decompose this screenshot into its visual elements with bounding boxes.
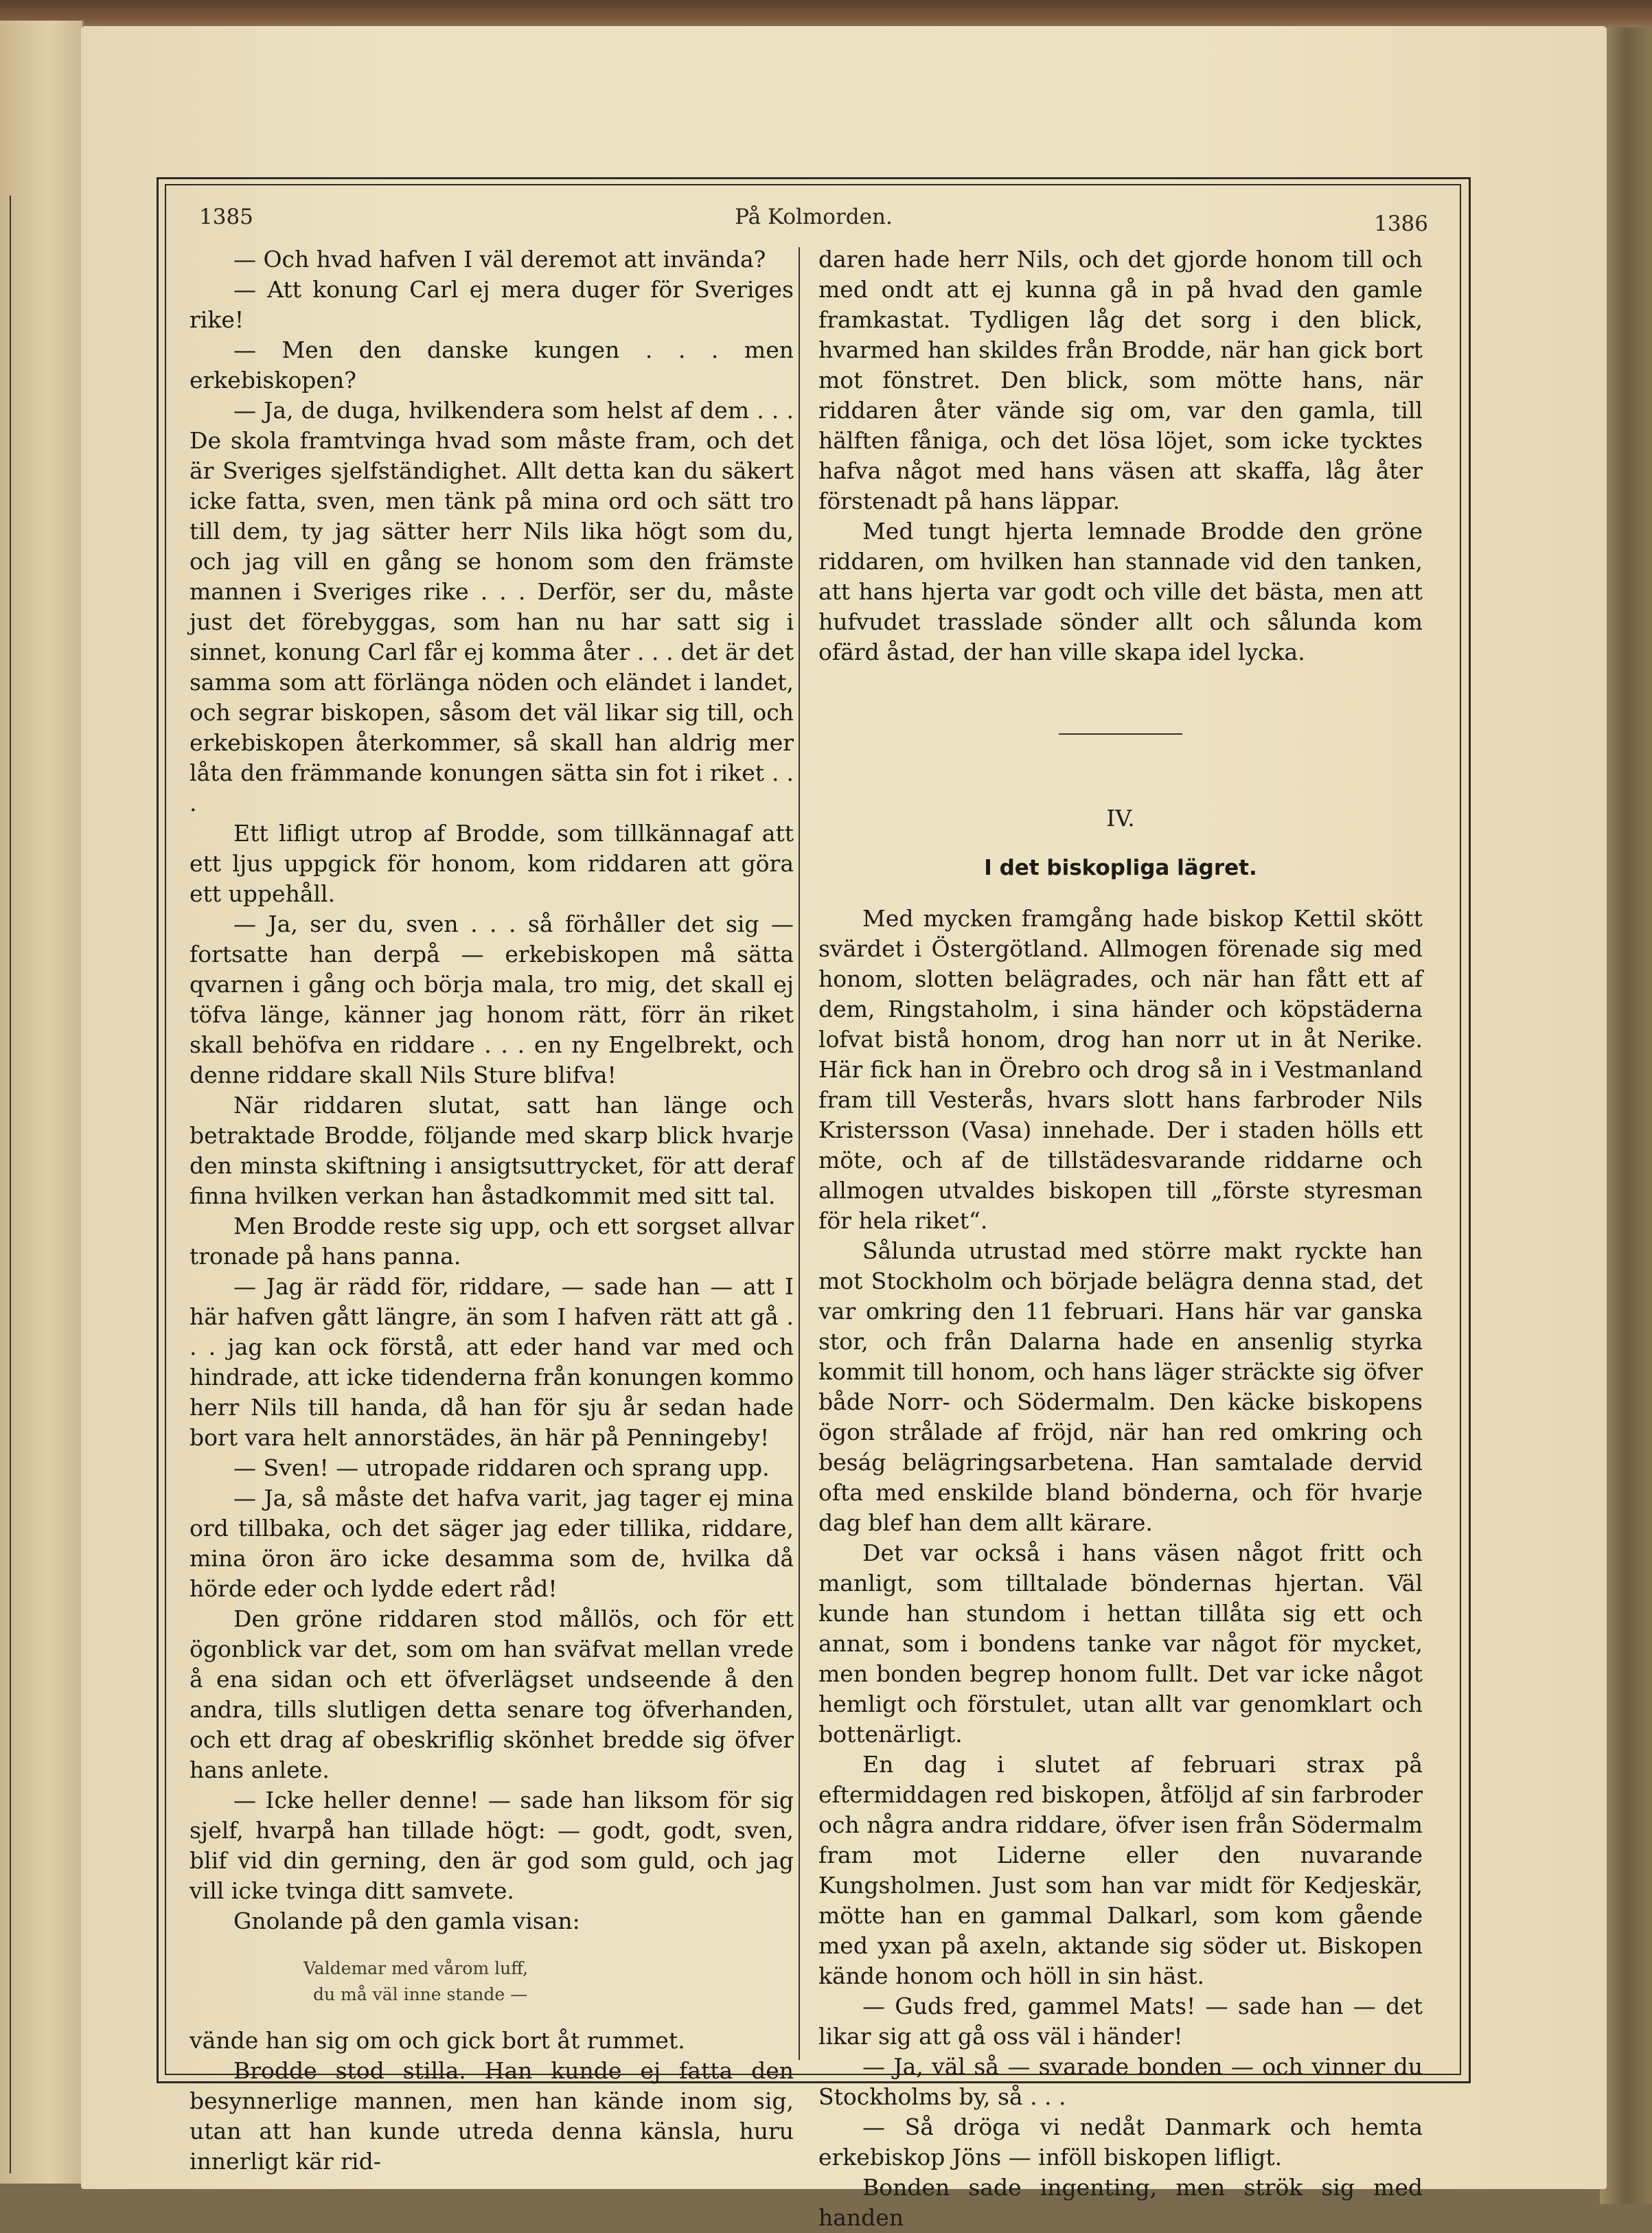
paragraph: — Sven! — utropade riddaren och sprang upp.: [233, 1454, 770, 1481]
paragraph: Med tungt hjerta lemnade Brodde den gröne riddaren, om hvilken han stannade vid den tanken, att hans hjerta var godt och ville det bästa, men att hufvudet trasslade sönder allt och sålunda kom ofärd åstad, der han ville skapa idel lycka.: [818, 518, 1423, 665]
paragraph: — Jag är rädd för, riddare, — sade han — att I här hafven gått längre, än som I hafven rätt att gå . . . jag kan ock förstå, att eder hand var med och hindrade, att icke tidenderna från konungen kommo herr Nils till handa, då han för sju år sedan hade bort vara helt annorstädes, än här på Penningeby!: [190, 1273, 794, 1451]
paragraph: — Ja, väl så — svarade bonden — och vinner du Stockholms by, så . . .: [818, 2053, 1423, 2110]
paragraph: — Att konung Carl ej mera duger för Sveriges rike!: [190, 276, 794, 333]
paragraph: — Icke heller denne! — sade han liksom för sig sjelf, hvarpå han tillade högt: — godt, godt, sven, blif vid din gerning, den är god som guld, och jag vill icke tvinga ditt samvete.: [190, 1787, 794, 1904]
paragraph: Brodde stod stilla. Han kunde ej fatta den besynnerlige mannen, men han kände inom sig, utan att han kunde utreda denna känsla, huru innerligt kär rid-: [190, 2057, 794, 2175]
previous-page-rule: [0, 196, 11, 2173]
page-number-right: 1386: [1374, 211, 1428, 236]
paragraph: Gnolande på den gamla visan:: [233, 1908, 580, 1934]
paragraph: När riddaren slutat, satt han länge och betraktade Brodde, följande med skarp blick hvarje den minsta skiftning i ansigtsuttrycket, för att deraf finna hvilken verkan han åstadkommit med sitt tal.: [190, 1092, 794, 1209]
paragraph: Den gröne riddaren stod mållös, och för ett ögonblick var det, som om han sväfvat mellan vrede å ena sidan och ett öfverlägset undseende å den andra, tills slutligen detta senare tog öfverhanden, och ett drag af obeskriflig skönhet bredde sig öfver hans anlete.: [190, 1605, 794, 1783]
paragraph: — Ja, de duga, hvilkendera som helst af dem . . . De skola framtvinga hvad som måste fram, och det är Sveriges sjelfständighet. Allt detta kan du säkert icke fatta, sven, men tänk på mina ord och sätt tro till dem, ty jag sätter herr Nils lika högt som du, och jag vill en gång se honom som den främste mannen i Sveriges rike . . . Derför, ser du, måste just det förebyggas, som han nu har satt sig i sinnet, konung Carl får ej komma åter . . . det är det samma som att förlänga nöden och eländet i landet, och segrar biskopen, såsom det väl likar sig till, och erkebiskopen återkommer, så skall han aldrig mer låta den främmande konungen sätta sin fot i riket . . .: [190, 397, 794, 816]
running-header: [199, 205, 1428, 239]
paragraph: — Så dröga vi nedåt Danmark och hemta erkebiskop Jöns — inföll biskopen lifligt.: [818, 2114, 1423, 2171]
left-column: [190, 244, 794, 2177]
paragraph: Det var också i hans väsen något fritt och manligt, som tilltalade böndernas hjertan. Väl kunde han stundom i hettan tillåta sig ett och annat, som i bondens tanke var något för mycket, men bonden begrep honom fullt. Det var icke något hemligt och förstulet, utan allt var genomklart och bottenärligt.: [818, 1539, 1423, 1748]
paragraph: Men Brodde reste sig upp, och ett sorgset allvar tronade på hans panna.: [190, 1213, 794, 1270]
paragraph: — Och hvad hafven I väl deremot att invända?: [233, 246, 766, 273]
page-number-left: 1385: [199, 205, 253, 229]
running-title: På Kolmorden.: [735, 205, 893, 229]
column-divider: [799, 247, 800, 2060]
section-divider: [1059, 733, 1182, 735]
paragraph: Sålunda utrustad med större makt ryckte han mot Stockholm och började belägra denna stad, det var omkring den 11 februari. Hans här var ganska stor, och från Dalarna hade en ansenlig styrka kommit till honom, och hans läger sträckte sig öfver både Norr- och Södermalm. Den käcke biskopens ögon strålade af fröjd, när han red omkring och beság belägringsarbetena. Han samtalade dervid ofta med enskilde bland bönderna, och för hvarje dag blef han dem allt kärare.: [818, 1237, 1423, 1536]
paragraph: — Ja, så måste det hafva varit, jag tager ej mina ord tillbaka, och det säger jag eder tillika, riddare, mina öron äro icke desamma som de, hvilka då hörde eder och lydde edert råd!: [190, 1485, 794, 1602]
paragraph: Ett lifligt utrop af Brodde, som tillkännagaf att ett ljus uppgick för honom, kom riddaren att göra ett uppehåll.: [190, 820, 794, 907]
page-stack-edge: [1600, 27, 1652, 2204]
paragraph: Bonden sade ingenting, men strök sig med handen: [818, 2174, 1423, 2231]
paragraph: — Guds fred, gammel Mats! — sade han — det likar sig att gå oss väl i händer!: [818, 1993, 1423, 2050]
section-number: IV.: [1106, 805, 1135, 832]
section-heading: I det biskopliga lägret.: [984, 856, 1257, 880]
poem-quote: [303, 1956, 794, 2008]
paragraph: En dag i slutet af februari strax på eftermiddagen red biskopen, åtföljd af sin farbroder och några andra riddare, öfver isen från Södermalm fram mot Liderne eller den nuvarande Kungsholmen. Just som han var midt för Kedjeskär, mötte han en gammal Dalkarl, som kom gående med yxan på axeln, aktande sig söder ut. Biskopen kände honom och höll in sin häst.: [818, 1751, 1423, 1989]
paragraph-continuation: daren hade herr Nils, och det gjorde honom till och med ondt att ej kunna gå in på hvad den gamle framkastat. Tydligen låg det sorg i den blick, hvarmed han skildes från Brodde, när han gick bort mot fönstret. Den blick, som mötte hans, när riddaren åter vände sig om, var den gamla, till hälften fåniga, och det lösa löjet, som icke tycktes hafva något med hans väsen att skaffa, låg åter förstenadt på hans läppar.: [818, 246, 1423, 514]
right-column: [818, 244, 1423, 2233]
poem-line: du må väl inne stande —: [313, 1984, 528, 2004]
paragraph: — Ja, ser du, sven . . . så förhåller det sig — fortsatte han derpå — erkebiskopen må sätta qvarnen i gång och börja mala, tro mig, det skall ej töfva länge, känner jag honom rätt, förr än riket skall behöfva en riddare . . . en ny Engelbrekt, och denne riddare skall Nils Sture blifva!: [190, 911, 794, 1088]
previous-page-edge: [0, 21, 84, 2184]
paragraph: Med mycken framgång hade biskop Kettil skött svärdet i Östergötland. Allmogen förenade sig med honom, slotten belägrades, och när han fått ett af dem, Ringstaholm, i sina händer och köpstäderna lofvat bistå honom, drog han norr ut in åt Nerike. Här fick han in Örebro och drog så in i Vestmanland fram till Vesterås, hvars slott hans farbroder Nils Kristersson (Vasa) innehade. Der i staden hölls ett möte, och af de tillstädesvarande riddarne och allmogen utvaldes biskopen till „förste styresman för hela riket“.: [818, 905, 1423, 1234]
paragraph: vände han sig om och gick bort åt rummet.: [190, 2027, 685, 2054]
paragraph: — Men den danske kungen . . . men erkebiskopen?: [190, 336, 794, 393]
poem-line: Valdemar med vårom luff,: [303, 1958, 529, 1978]
